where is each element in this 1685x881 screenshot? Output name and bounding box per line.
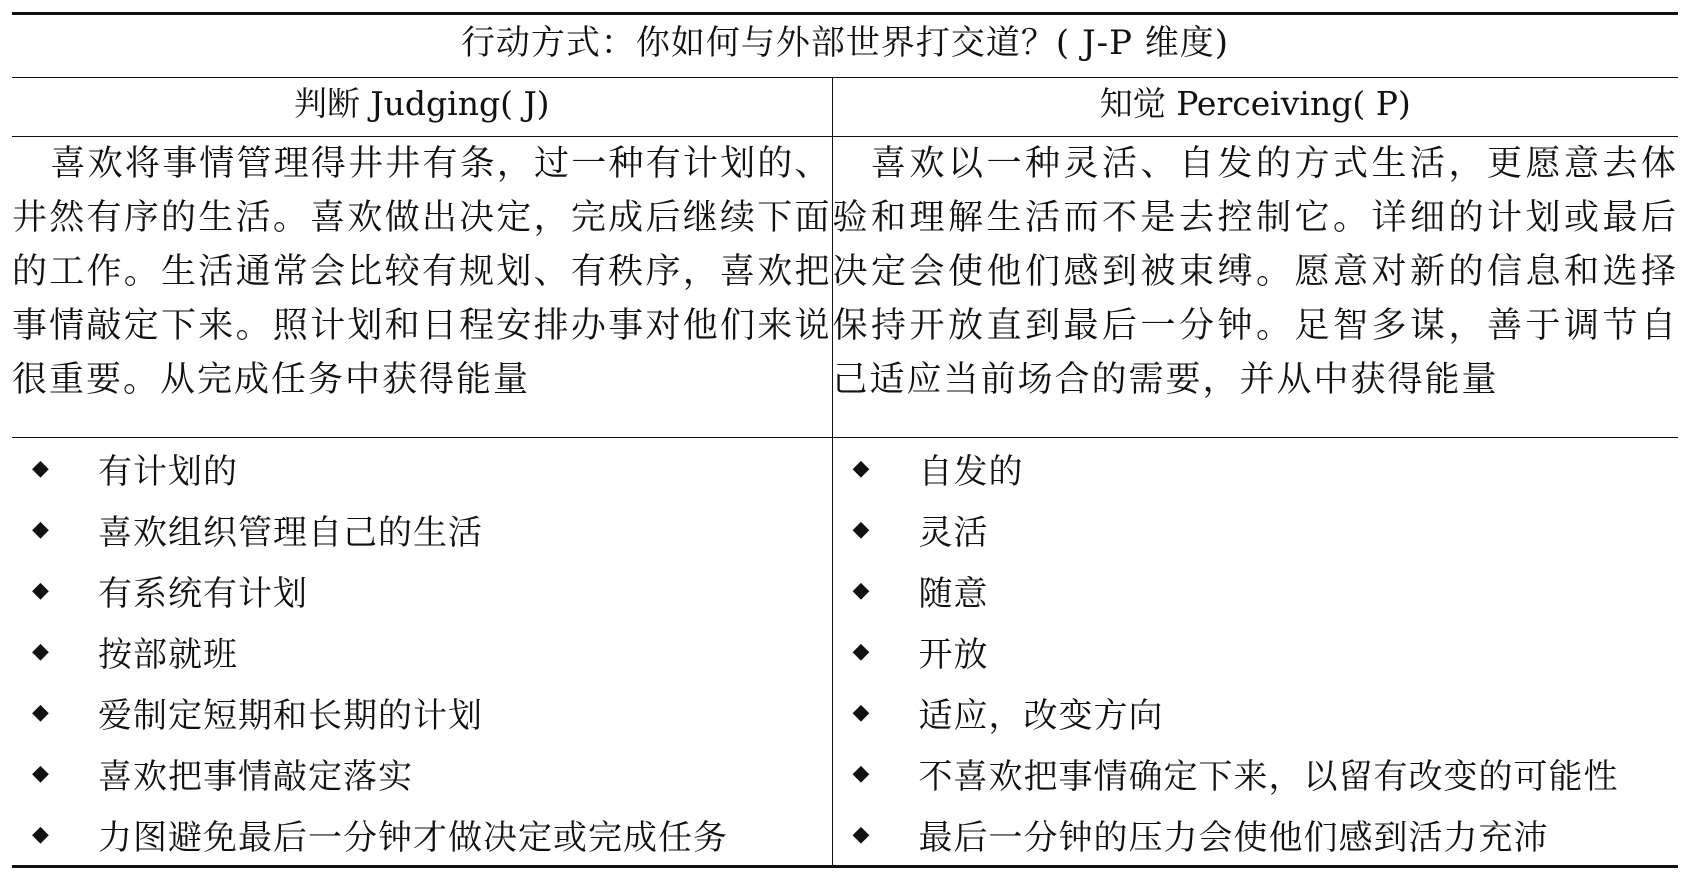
diamond-bullet-icon: ◆ <box>32 822 49 847</box>
diamond-bullet-icon: ◆ <box>32 456 49 481</box>
trait-text: 不喜欢把事情确定下来，以留有改变的可能性 <box>918 757 1619 797</box>
diamond-bullet-icon: ◆ <box>32 578 49 603</box>
diamond-bullet-icon: ◆ <box>32 761 49 786</box>
table-title: 行动方式：你如何与外部世界打交道？( J-P 维度) <box>12 14 1678 78</box>
perceiving-header: 知觉 Perceiving( P) <box>832 78 1678 137</box>
list-item <box>12 743 832 804</box>
list-item <box>12 804 832 865</box>
trait-text: 有计划的 <box>98 452 238 492</box>
trait-text: 喜欢组织管理自己的生活 <box>98 513 483 553</box>
trait-text: 开放 <box>918 635 989 675</box>
list-item <box>833 499 1679 560</box>
list-item <box>12 621 832 682</box>
diamond-bullet-icon: ◆ <box>852 517 870 542</box>
trait-text: 力图避免最后一分钟才做决定或完成任务 <box>98 818 728 858</box>
diamond-bullet-icon: ◆ <box>32 517 49 542</box>
perceiving-trait-list <box>833 438 1679 865</box>
judging-trait-list <box>12 438 832 865</box>
trait-text: 随意 <box>918 574 989 614</box>
perceiving-traits-cell <box>832 438 1678 867</box>
jp-dimension-table <box>12 12 1678 868</box>
list-item <box>833 743 1679 804</box>
list-item <box>833 438 1679 499</box>
list-item <box>833 682 1679 743</box>
diamond-bullet-icon: ◆ <box>852 639 870 664</box>
list-item <box>12 499 832 560</box>
trait-text: 适应，改变方向 <box>918 696 1164 736</box>
trait-text: 最后一分钟的压力会使他们感到活力充沛 <box>918 818 1549 858</box>
trait-text: 自发的 <box>918 452 1024 492</box>
judging-traits-cell <box>12 438 832 867</box>
judging-header: 判断 Judging( J) <box>12 78 832 137</box>
trait-text: 按部就班 <box>98 635 238 675</box>
trait-text: 喜欢把事情敲定落实 <box>98 757 413 797</box>
diamond-bullet-icon: ◆ <box>852 822 870 847</box>
perceiving-description: 喜欢以一种灵活、自发的方式生活，更愿意去体验和理解生活而不是去控制它。详细的计划或最后决定会使他们感到被束缚。愿意对新的信息和选择保持开放直到最后一分钟。足智多谋，善于调节自己适应当前场合的需要，并从中获得能量 <box>832 137 1678 438</box>
judging-description: 喜欢将事情管理得井井有条，过一种有计划的、井然有序的生活。喜欢做出决定，完成后继续下面的工作。生活通常会比较有规划、有秩序，喜欢把事情敲定下来。照计划和日程安排办事对他们来说很重要。从完成任务中获得能量 <box>12 137 832 438</box>
list-item <box>12 682 832 743</box>
list-item <box>833 560 1679 621</box>
trait-text: 有系统有计划 <box>98 574 308 614</box>
list-item <box>12 438 832 499</box>
diamond-bullet-icon: ◆ <box>32 700 49 725</box>
diamond-bullet-icon: ◆ <box>852 578 870 603</box>
diamond-bullet-icon: ◆ <box>852 456 870 481</box>
list-item <box>833 804 1679 865</box>
list-item <box>12 560 832 621</box>
list-item <box>833 621 1679 682</box>
diamond-bullet-icon: ◆ <box>32 639 49 664</box>
trait-text: 灵活 <box>918 513 989 553</box>
trait-text: 爱制定短期和长期的计划 <box>98 696 483 736</box>
diamond-bullet-icon: ◆ <box>852 700 870 725</box>
diamond-bullet-icon: ◆ <box>852 761 870 786</box>
